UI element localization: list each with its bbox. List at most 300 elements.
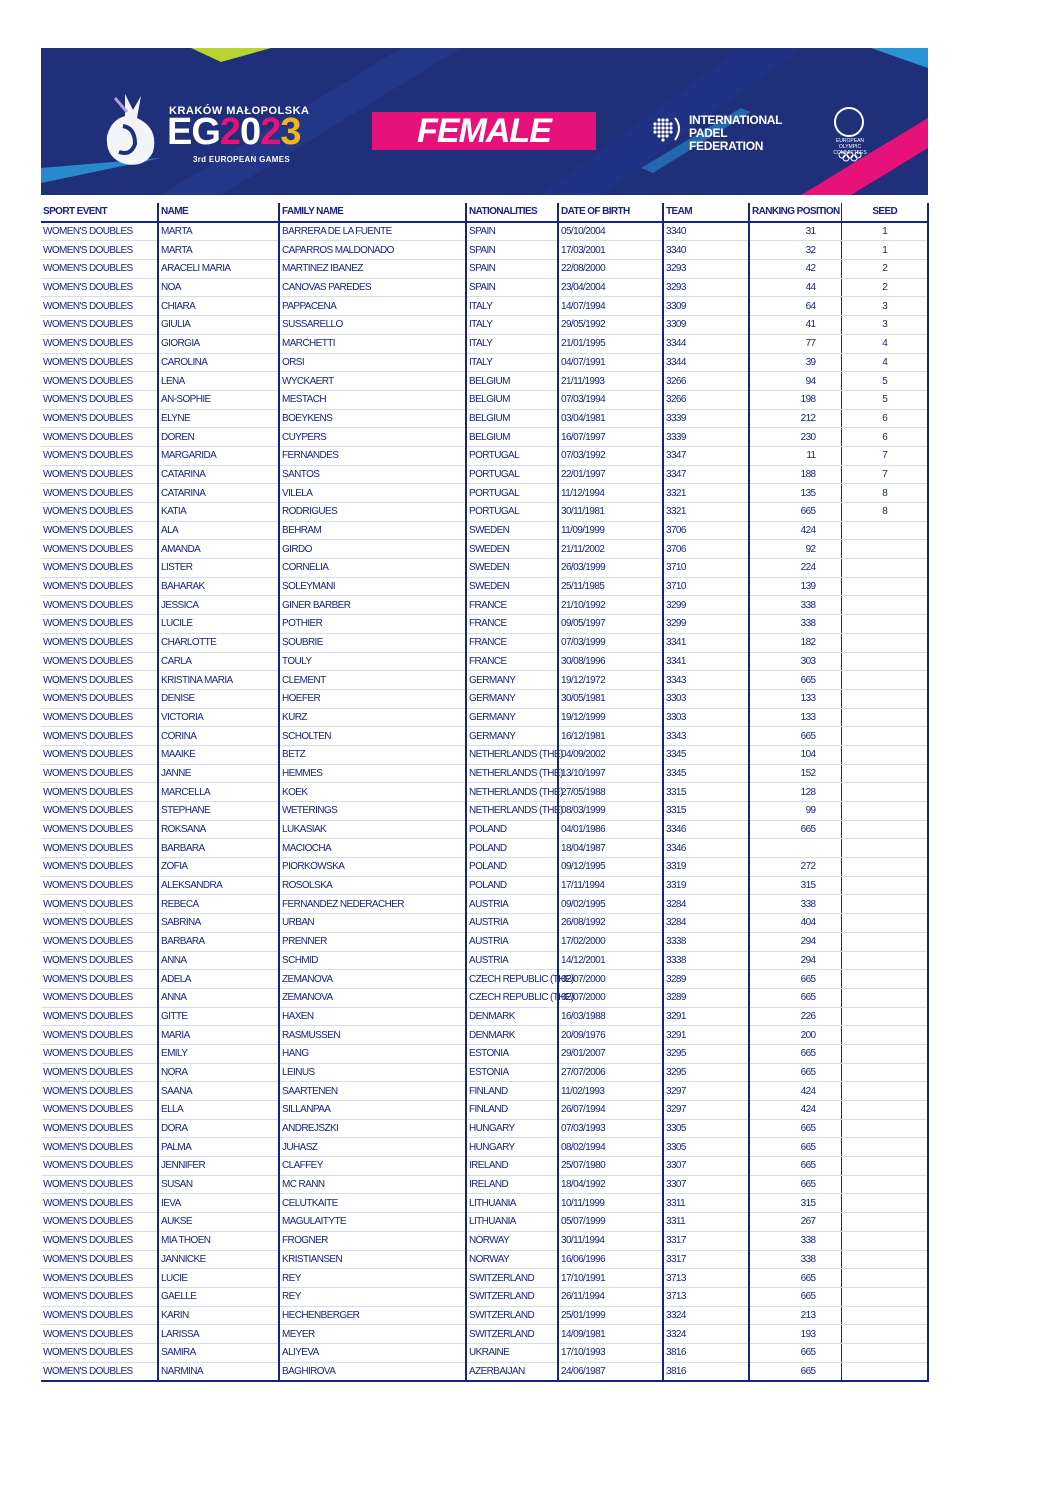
cell-nationality: BELGIUM (466, 428, 558, 447)
cell-seed (841, 914, 928, 933)
cell-ranking: 44 (749, 278, 841, 297)
table-row (41, 596, 928, 615)
cell-seed (841, 1306, 928, 1325)
table-row (41, 390, 928, 409)
cell-name: CHARLOTTE (158, 633, 279, 652)
cell-date-of-birth: 17/10/1993 (558, 1343, 663, 1362)
cell-nationality: POLAND (466, 820, 558, 839)
cell-seed (841, 970, 928, 989)
cell-name: MARIA (158, 1026, 279, 1045)
cell-team: 3321 (663, 484, 749, 503)
cell-nationality: AUSTRIA (466, 895, 558, 914)
brand-subtitle: 3rd EUROPEAN GAMES (193, 155, 290, 164)
cell-date-of-birth: 13/10/1997 (558, 764, 663, 783)
cell-family-name: REY (279, 1269, 466, 1288)
cell-seed: 5 (841, 372, 928, 391)
cell-date-of-birth: 14/12/2001 (558, 951, 663, 970)
cell-nationality: AUSTRIA (466, 932, 558, 951)
cell-name: ELLA (158, 1101, 279, 1120)
cell-team: 3340 (663, 241, 749, 260)
cell-family-name: CLAFFEY (279, 1157, 466, 1176)
cell-date-of-birth: 08/02/1994 (558, 1138, 663, 1157)
cell-nationality: AUSTRIA (466, 951, 558, 970)
table-row (41, 446, 928, 465)
cell-seed (841, 1362, 928, 1381)
cell-event: WOMEN'S DOUBLES (41, 652, 158, 671)
olympic-rings-icon (838, 151, 862, 161)
cell-ranking (749, 839, 841, 858)
cell-nationality: FRANCE (466, 652, 558, 671)
cell-name: MARCELLA (158, 783, 279, 802)
cell-date-of-birth: 26/03/1999 (558, 559, 663, 578)
cell-event: WOMEN'S DOUBLES (41, 1101, 158, 1120)
cell-family-name: RODRIGUES (279, 503, 466, 522)
cell-name: SUSAN (158, 1175, 279, 1194)
cell-seed (841, 615, 928, 634)
cell-date-of-birth: 26/11/1994 (558, 1287, 663, 1306)
cell-event: WOMEN'S DOUBLES (41, 390, 158, 409)
cell-name: STEPHANE (158, 802, 279, 821)
cell-ranking: 99 (749, 802, 841, 821)
cell-date-of-birth: 18/04/1987 (558, 839, 663, 858)
cell-team: 3710 (663, 577, 749, 596)
cell-seed: 7 (841, 446, 928, 465)
table-row (41, 559, 928, 578)
cell-nationality: DENMARK (466, 1007, 558, 1026)
table-row (41, 633, 928, 652)
cell-team: 3284 (663, 914, 749, 933)
cell-family-name: BARRERA DE LA FUENTE (279, 222, 466, 241)
cell-nationality: GERMANY (466, 671, 558, 690)
table-row (41, 932, 928, 951)
table-row (41, 260, 928, 279)
cell-seed (841, 932, 928, 951)
cell-date-of-birth: 17/02/2000 (558, 932, 663, 951)
cell-nationality: NORWAY (466, 1231, 558, 1250)
cell-nationality: BELGIUM (466, 409, 558, 428)
cell-seed: 1 (841, 241, 928, 260)
table-row (41, 858, 928, 877)
cell-name: NARMINA (158, 1362, 279, 1381)
cell-event: WOMEN'S DOUBLES (41, 1007, 158, 1026)
cell-seed (841, 689, 928, 708)
cell-name: LUCILE (158, 615, 279, 634)
cell-team: 3340 (663, 222, 749, 241)
padel-federation-icon (649, 114, 683, 154)
cell-team: 3345 (663, 745, 749, 764)
cell-family-name: PAPPACENA (279, 297, 466, 316)
cell-event: WOMEN'S DOUBLES (41, 409, 158, 428)
cell-seed (841, 1138, 928, 1157)
cell-family-name: MESTACH (279, 390, 466, 409)
cell-name: SAANA (158, 1082, 279, 1101)
cell-team: 3266 (663, 372, 749, 391)
cell-name: KRISTINA MARIA (158, 671, 279, 690)
federation-line: PADEL (689, 126, 728, 140)
cell-name: GIORGIA (158, 334, 279, 353)
cell-date-of-birth: 19/12/1999 (558, 708, 663, 727)
cell-date-of-birth: 18/04/1992 (558, 1175, 663, 1194)
table-row (41, 1119, 928, 1138)
cell-team: 3319 (663, 858, 749, 877)
cell-family-name: ORSI (279, 353, 466, 372)
cell-seed (841, 951, 928, 970)
cell-nationality: FRANCE (466, 633, 558, 652)
cell-ranking: 152 (749, 764, 841, 783)
column-header: SEED (841, 203, 928, 222)
cell-event: WOMEN'S DOUBLES (41, 1306, 158, 1325)
cell-ranking: 193 (749, 1325, 841, 1344)
cell-name: AMANDA (158, 540, 279, 559)
cell-nationality: SPAIN (466, 241, 558, 260)
cell-nationality: HUNGARY (466, 1119, 558, 1138)
cell-name: EMILY (158, 1044, 279, 1063)
cell-family-name: ANDREJSZKI (279, 1119, 466, 1138)
cell-team: 3345 (663, 764, 749, 783)
cell-nationality: FRANCE (466, 615, 558, 634)
cell-event: WOMEN'S DOUBLES (41, 446, 158, 465)
cell-ranking: 139 (749, 577, 841, 596)
table-row (41, 951, 928, 970)
cell-name: MARTA (158, 241, 279, 260)
cell-event: WOMEN'S DOUBLES (41, 297, 158, 316)
cell-event: WOMEN'S DOUBLES (41, 1082, 158, 1101)
cell-family-name: MC RANN (279, 1175, 466, 1194)
table-row (41, 503, 928, 522)
cell-event: WOMEN'S DOUBLES (41, 1250, 158, 1269)
cell-date-of-birth: 16/03/1988 (558, 1007, 663, 1026)
cell-nationality: POLAND (466, 876, 558, 895)
cell-date-of-birth: 22/01/1997 (558, 465, 663, 484)
cell-event: WOMEN'S DOUBLES (41, 1362, 158, 1381)
cell-seed (841, 1194, 928, 1213)
cell-nationality: SPAIN (466, 222, 558, 241)
cell-nationality: NETHERLANDS (THE) (466, 764, 558, 783)
table-row (41, 1250, 928, 1269)
cell-date-of-birth: 04/01/1986 (558, 820, 663, 839)
eoc-name: EUROPEAN OLYMPIC COMMITTEES (833, 138, 867, 156)
cell-nationality: IRELAND (466, 1175, 558, 1194)
header-banner (41, 48, 928, 195)
cell-nationality: NETHERLANDS (THE) (466, 745, 558, 764)
cell-team: 3305 (663, 1119, 749, 1138)
cell-nationality: SWITZERLAND (466, 1269, 558, 1288)
cell-family-name: SOLEYMANI (279, 577, 466, 596)
cell-family-name: HANG (279, 1044, 466, 1063)
table-row (41, 615, 928, 634)
cell-family-name: HAXEN (279, 1007, 466, 1026)
cell-team: 3297 (663, 1082, 749, 1101)
eg-torch-icon (101, 92, 161, 168)
cell-event: WOMEN'S DOUBLES (41, 1194, 158, 1213)
cell-name: GIULIA (158, 316, 279, 335)
cell-name: GAELLE (158, 1287, 279, 1306)
cell-event: WOMEN'S DOUBLES (41, 727, 158, 746)
cell-family-name: RASMUSSEN (279, 1026, 466, 1045)
cell-family-name: CAPARROS MALDONADO (279, 241, 466, 260)
table-row (41, 316, 928, 335)
cell-team: 3307 (663, 1157, 749, 1176)
cell-seed (841, 1063, 928, 1082)
cell-ranking: 665 (749, 970, 841, 989)
cell-name: MIA THOEN (158, 1231, 279, 1250)
cell-event: WOMEN'S DOUBLES (41, 802, 158, 821)
cell-nationality: UKRAINE (466, 1343, 558, 1362)
table-row (41, 428, 928, 447)
cell-ranking: 665 (749, 1287, 841, 1306)
cell-nationality: SWEDEN (466, 559, 558, 578)
cell-seed (841, 1026, 928, 1045)
column-header: DATE OF BIRTH (558, 203, 663, 222)
cell-event: WOMEN'S DOUBLES (41, 988, 158, 1007)
cell-event: WOMEN'S DOUBLES (41, 895, 158, 914)
cell-ranking: 338 (749, 1250, 841, 1269)
cell-name: MAAIKE (158, 745, 279, 764)
cell-ranking: 128 (749, 783, 841, 802)
cell-seed (841, 521, 928, 540)
cell-ranking: 424 (749, 1082, 841, 1101)
column-header: FAMILY NAME (279, 203, 466, 222)
cell-family-name: ROSOLSKA (279, 876, 466, 895)
cell-nationality: ITALY (466, 334, 558, 353)
cell-event: WOMEN'S DOUBLES (41, 1287, 158, 1306)
table-row (41, 839, 928, 858)
cell-event: WOMEN'S DOUBLES (41, 1138, 158, 1157)
cell-date-of-birth: 04/09/2002 (558, 745, 663, 764)
cell-seed (841, 1287, 928, 1306)
cell-nationality: PORTUGAL (466, 484, 558, 503)
cell-nationality: SWEDEN (466, 577, 558, 596)
cell-team: 3321 (663, 503, 749, 522)
cell-seed: 2 (841, 260, 928, 279)
cell-name: LISTER (158, 559, 279, 578)
cell-event: WOMEN'S DOUBLES (41, 1063, 158, 1082)
table-row (41, 970, 928, 989)
cell-date-of-birth: 02/07/2000 (558, 970, 663, 989)
cell-team: 3317 (663, 1250, 749, 1269)
cell-name: JANNE (158, 764, 279, 783)
cell-date-of-birth: 21/10/1992 (558, 596, 663, 615)
cell-ranking: 41 (749, 316, 841, 335)
table-row (41, 820, 928, 839)
cell-family-name: ALIYEVA (279, 1343, 466, 1362)
table-row (41, 1157, 928, 1176)
cell-nationality: NETHERLANDS (THE) (466, 802, 558, 821)
cell-nationality: NETHERLANDS (THE) (466, 783, 558, 802)
cell-family-name: HEMMES (279, 764, 466, 783)
cell-ranking: 226 (749, 1007, 841, 1026)
cell-team: 3816 (663, 1362, 749, 1381)
cell-team: 3347 (663, 446, 749, 465)
cell-name: ZOFIA (158, 858, 279, 877)
cell-family-name: ZEMANOVA (279, 970, 466, 989)
cell-event: WOMEN'S DOUBLES (41, 970, 158, 989)
table-row (41, 1082, 928, 1101)
cell-nationality: SWITZERLAND (466, 1325, 558, 1344)
cell-ranking: 64 (749, 297, 841, 316)
cell-name: SAMIRA (158, 1343, 279, 1362)
cell-team: 3289 (663, 988, 749, 1007)
cell-name: ANNA (158, 951, 279, 970)
cell-ranking: 213 (749, 1306, 841, 1325)
cell-event: WOMEN'S DOUBLES (41, 932, 158, 951)
cell-ranking: 665 (749, 1343, 841, 1362)
table-row (41, 222, 928, 241)
cell-nationality: IRELAND (466, 1157, 558, 1176)
brand-eg: EG (167, 111, 220, 153)
cell-name: JANNICKE (158, 1250, 279, 1269)
cell-family-name: LEINUS (279, 1063, 466, 1082)
cell-date-of-birth: 16/06/1996 (558, 1250, 663, 1269)
cell-event: WOMEN'S DOUBLES (41, 559, 158, 578)
cell-date-of-birth: 29/01/2007 (558, 1044, 663, 1063)
cell-team: 3309 (663, 297, 749, 316)
cell-nationality: SPAIN (466, 260, 558, 279)
cell-nationality: GERMANY (466, 708, 558, 727)
cell-nationality: FRANCE (466, 596, 558, 615)
cell-family-name: KOEK (279, 783, 466, 802)
cell-date-of-birth: 09/12/1995 (558, 858, 663, 877)
cell-team: 3343 (663, 727, 749, 746)
cell-ranking: 665 (749, 1157, 841, 1176)
cell-team: 3315 (663, 802, 749, 821)
cell-event: WOMEN'S DOUBLES (41, 260, 158, 279)
cell-event: WOMEN'S DOUBLES (41, 1343, 158, 1362)
cell-nationality: LITHUANIA (466, 1194, 558, 1213)
cell-name: BARBARA (158, 839, 279, 858)
cell-date-of-birth: 05/07/1999 (558, 1213, 663, 1232)
cell-event: WOMEN'S DOUBLES (41, 353, 158, 372)
cell-family-name: HECHENBERGER (279, 1306, 466, 1325)
table-row (41, 1138, 928, 1157)
table-row (41, 1343, 928, 1362)
cell-team: 3344 (663, 353, 749, 372)
cell-ranking: 77 (749, 334, 841, 353)
cell-ranking: 104 (749, 745, 841, 764)
cell-date-of-birth: 17/11/1994 (558, 876, 663, 895)
cell-seed (841, 633, 928, 652)
brand-year-digit: 0 (240, 111, 261, 153)
cell-team: 3346 (663, 820, 749, 839)
cell-ranking: 665 (749, 1063, 841, 1082)
cell-name: JENNIFER (158, 1157, 279, 1176)
cell-seed (841, 1157, 928, 1176)
cell-event: WOMEN'S DOUBLES (41, 745, 158, 764)
cell-seed (841, 652, 928, 671)
cell-event: WOMEN'S DOUBLES (41, 1231, 158, 1250)
cell-family-name: BOEYKENS (279, 409, 466, 428)
cell-name: NORA (158, 1063, 279, 1082)
cell-ranking: 212 (749, 409, 841, 428)
cell-team: 3297 (663, 1101, 749, 1120)
cell-date-of-birth: 16/07/1997 (558, 428, 663, 447)
cell-name: JESSICA (158, 596, 279, 615)
cell-family-name: CANOVAS PAREDES (279, 278, 466, 297)
table-header-row (41, 203, 928, 222)
cell-event: WOMEN'S DOUBLES (41, 1325, 158, 1344)
cell-team: 3341 (663, 633, 749, 652)
cell-date-of-birth: 07/03/1999 (558, 633, 663, 652)
cell-name: ELYNE (158, 409, 279, 428)
cell-seed (841, 1231, 928, 1250)
cell-seed (841, 1250, 928, 1269)
cell-event: WOMEN'S DOUBLES (41, 615, 158, 634)
cell-seed (841, 764, 928, 783)
cell-team: 3319 (663, 876, 749, 895)
table-row (41, 1175, 928, 1194)
cell-name: NOA (158, 278, 279, 297)
table-row (41, 521, 928, 540)
cell-name: PALMA (158, 1138, 279, 1157)
cell-name: LENA (158, 372, 279, 391)
cell-ranking: 272 (749, 858, 841, 877)
cell-event: WOMEN'S DOUBLES (41, 914, 158, 933)
cell-name: ALEKSANDRA (158, 876, 279, 895)
cell-date-of-birth: 22/08/2000 (558, 260, 663, 279)
cell-family-name: MARTINEZ IBANEZ (279, 260, 466, 279)
table-row (41, 1026, 928, 1045)
cell-name: MARGARIDA (158, 446, 279, 465)
cell-seed (841, 1213, 928, 1232)
cell-date-of-birth: 20/09/1976 (558, 1026, 663, 1045)
cell-date-of-birth: 10/11/1999 (558, 1194, 663, 1213)
cell-family-name: BAGHIROVA (279, 1362, 466, 1381)
cell-team: 3344 (663, 334, 749, 353)
cell-seed: 3 (841, 297, 928, 316)
cell-seed (841, 876, 928, 895)
cell-nationality: AUSTRIA (466, 914, 558, 933)
cell-event: WOMEN'S DOUBLES (41, 1213, 158, 1232)
cell-event: WOMEN'S DOUBLES (41, 222, 158, 241)
cell-nationality: FINLAND (466, 1101, 558, 1120)
brand-year-digit: 3 (280, 111, 301, 153)
cell-seed: 4 (841, 353, 928, 372)
table-row (41, 727, 928, 746)
cell-team: 3317 (663, 1231, 749, 1250)
cell-family-name: GIRDO (279, 540, 466, 559)
cell-event: WOMEN'S DOUBLES (41, 465, 158, 484)
cell-family-name: SOUBRIE (279, 633, 466, 652)
cell-team: 3341 (663, 652, 749, 671)
cell-event: WOMEN'S DOUBLES (41, 1175, 158, 1194)
cell-ranking: 198 (749, 390, 841, 409)
cell-team: 3299 (663, 615, 749, 634)
table-row (41, 1231, 928, 1250)
cell-family-name: PRENNER (279, 932, 466, 951)
cell-ranking: 303 (749, 652, 841, 671)
column-header: RANKING POSITION (749, 203, 841, 222)
cell-family-name: LUKASIAK (279, 820, 466, 839)
cell-date-of-birth: 23/04/2004 (558, 278, 663, 297)
cell-team: 3299 (663, 596, 749, 615)
cell-date-of-birth: 26/08/1992 (558, 914, 663, 933)
cell-team: 3347 (663, 465, 749, 484)
cell-name: ROKSANA (158, 820, 279, 839)
cell-seed (841, 577, 928, 596)
cell-event: WOMEN'S DOUBLES (41, 671, 158, 690)
cell-family-name: BETZ (279, 745, 466, 764)
cell-team: 3324 (663, 1325, 749, 1344)
cell-event: WOMEN'S DOUBLES (41, 577, 158, 596)
cell-date-of-birth: 14/09/1981 (558, 1325, 663, 1344)
cell-team: 3713 (663, 1269, 749, 1288)
cell-family-name: URBAN (279, 914, 466, 933)
cell-nationality: SPAIN (466, 278, 558, 297)
cell-nationality: GERMANY (466, 727, 558, 746)
table-row (41, 465, 928, 484)
cell-event: WOMEN'S DOUBLES (41, 484, 158, 503)
cell-seed (841, 1175, 928, 1194)
